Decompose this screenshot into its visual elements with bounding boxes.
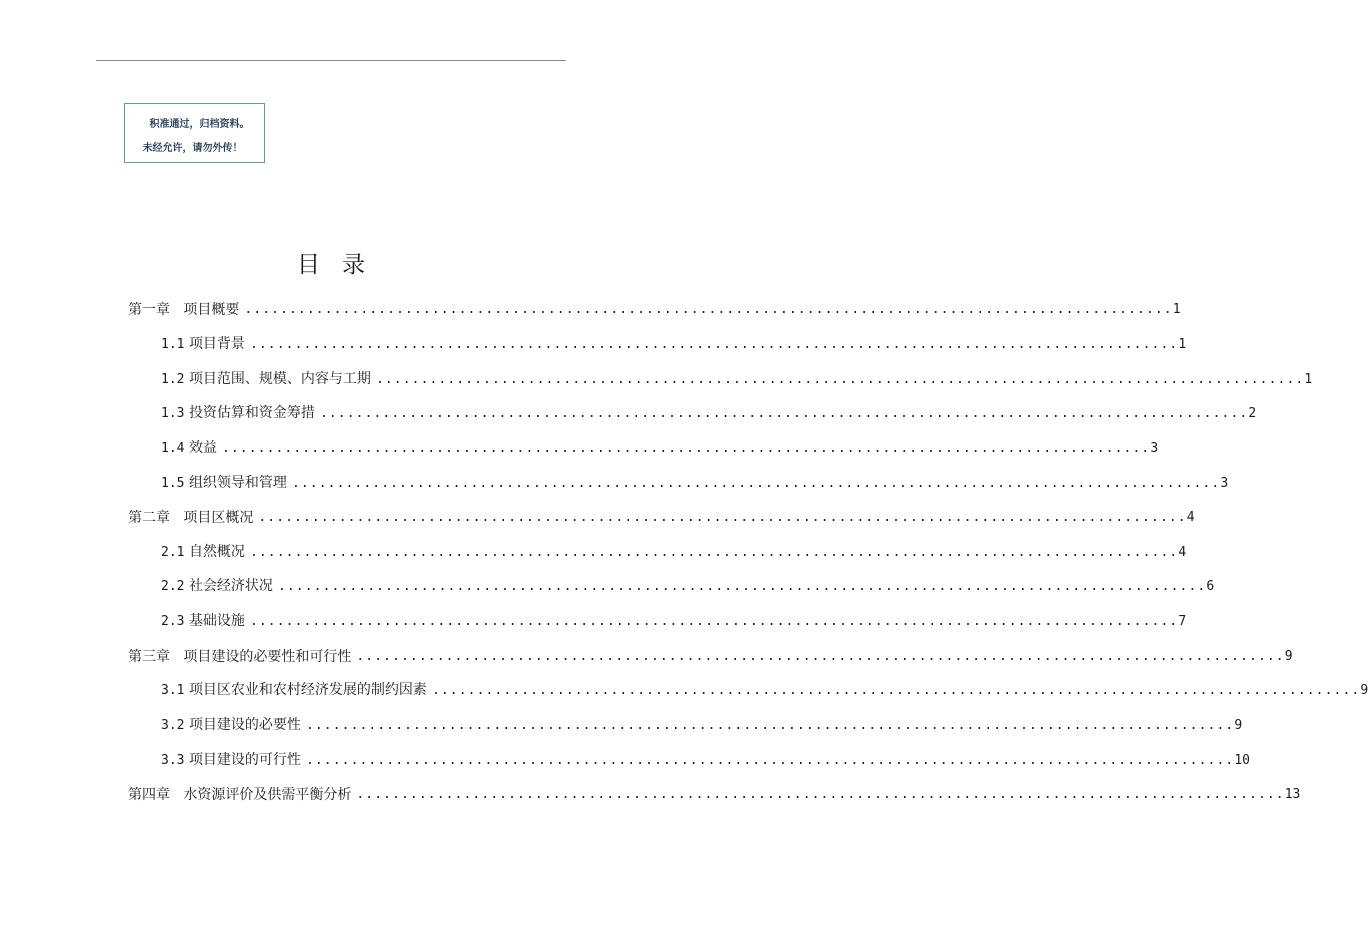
toc-entry-page: 1 [1172, 302, 1181, 317]
toc-entry-page: 9 [1284, 649, 1293, 664]
toc-entry-title: 项目区概况 [183, 510, 254, 526]
toc-entry-title: 项目建设的必要性 [188, 717, 301, 733]
stamp-line-1: 积准通过，归档资料。 [149, 119, 250, 130]
toc-entry-number: 3.3 [161, 753, 185, 768]
toc-entry-title: 自然概况 [188, 544, 245, 560]
toc-entry-page: 9 [1360, 683, 1368, 698]
toc-entry-number: 第二章 [128, 510, 170, 526]
toc-entry-page: 3 [1220, 476, 1229, 491]
toc-leader-dots: ........................................................................................................ [244, 302, 1173, 317]
toc-entry-title: 项目范围、规模、内容与工期 [188, 371, 371, 387]
toc-entry-title: 项目建设的必要性和可行性 [183, 649, 352, 665]
toc-entry-number: 1.4 [161, 441, 185, 456]
header-rule [96, 60, 566, 61]
toc-entry-chapter-4[interactable] [128, 785, 1301, 805]
toc-entry-title: 基础设施 [188, 613, 245, 629]
toc-leader-dots: ........................................................................................................ [356, 787, 1285, 802]
toc-entry-title: 组织领导和管理 [188, 475, 287, 491]
toc-leader-dots: ........................................................................................................ [249, 337, 1179, 352]
toc-entry-section-2-1[interactable] [161, 543, 1187, 563]
toc-entry-page: 3 [1150, 441, 1159, 456]
toc-entry-title: 效益 [188, 440, 217, 456]
toc-entry-number: 2.3 [161, 614, 185, 629]
toc-entry-title: 水资源评价及供需平衡分析 [183, 787, 352, 803]
toc-entry-number: 2.2 [161, 579, 185, 594]
toc-leader-dots: ........................................................................................................ [375, 372, 1305, 387]
toc-leader-dots: ........................................................................................................ [277, 579, 1207, 594]
toc-leader-dots: ........................................................................................................ [249, 614, 1179, 629]
toc-entry-number: 3.2 [161, 718, 185, 733]
toc-entry-page: 10 [1234, 753, 1250, 768]
toc-entry-number: 1.3 [161, 406, 185, 421]
toc-leader-dots: ........................................................................................................ [305, 718, 1235, 733]
toc-entry-number: 第一章 [128, 302, 170, 318]
toc-entry-title: 项目背景 [188, 336, 245, 352]
toc-entry-page: 4 [1178, 545, 1187, 560]
toc-entry-page: 7 [1178, 614, 1187, 629]
toc-entry-page: 13 [1284, 787, 1301, 802]
toc-leader-dots: ........................................................................................................ [305, 753, 1235, 768]
toc-entry-section-1-3[interactable] [161, 404, 1257, 424]
toc-entry-section-1-5[interactable] [161, 474, 1229, 494]
toc-entry-number: 1.5 [161, 476, 185, 491]
toc-entry-section-3-3[interactable] [161, 751, 1250, 771]
toc-entry-section-1-1[interactable] [161, 335, 1187, 355]
toc-leader-dots: ........................................................................................................ [356, 649, 1285, 664]
toc-entry-page: 4 [1186, 510, 1195, 525]
toc-entry-page: 6 [1206, 579, 1215, 594]
toc-entry-page: 1 [1304, 372, 1313, 387]
toc-entry-title: 项目建设的可行性 [188, 752, 301, 768]
toc-entry-title: 项目概要 [183, 302, 240, 318]
toc-leader-dots: ........................................................................................................ [249, 545, 1179, 560]
toc-entry-section-3-2[interactable] [161, 716, 1243, 736]
toc-entry-page: 9 [1234, 718, 1243, 733]
stamp-line-2: 未经允许，请勿外传！ [142, 143, 243, 154]
toc-title: 目录 [297, 252, 387, 278]
toc-entry-title: 投资估算和资金筹措 [188, 405, 315, 421]
toc-entry-title: 社会经济状况 [188, 578, 273, 594]
toc-entry-section-1-4[interactable] [161, 439, 1159, 459]
toc-entry-page: 1 [1178, 337, 1187, 352]
toc-leader-dots: ........................................................................................................ [221, 441, 1151, 456]
toc-entry-section-1-2[interactable] [161, 370, 1313, 390]
toc-entry-section-2-3[interactable] [161, 612, 1187, 632]
toc-entry-page: 2 [1248, 406, 1257, 421]
toc-entry-number: 3.1 [161, 683, 185, 698]
toc-entry-title: 项目区农业和农村经济发展的制约因素 [188, 682, 427, 698]
toc-leader-dots: ........................................................................................................ [431, 683, 1361, 698]
toc-leader-dots: ........................................................................................................ [291, 476, 1221, 491]
toc-leader-dots: ........................................................................................................ [258, 510, 1187, 525]
toc-entry-section-2-2[interactable] [161, 577, 1215, 597]
toc-entry-chapter-3[interactable] [128, 647, 1293, 667]
toc-entry-number: 第三章 [128, 649, 170, 665]
toc-entry-section-3-1[interactable] [161, 681, 1368, 701]
toc-entry-number: 第四章 [128, 787, 170, 803]
toc-leader-dots: ........................................................................................................ [319, 406, 1249, 421]
toc-entry-number: 1.1 [161, 337, 185, 352]
toc-entry-number: 1.2 [161, 372, 185, 387]
toc-entry-chapter-1[interactable] [128, 300, 1181, 320]
toc-entry-chapter-2[interactable] [128, 508, 1195, 528]
confidential-stamp [124, 103, 265, 163]
toc-entry-number: 2.1 [161, 545, 185, 560]
